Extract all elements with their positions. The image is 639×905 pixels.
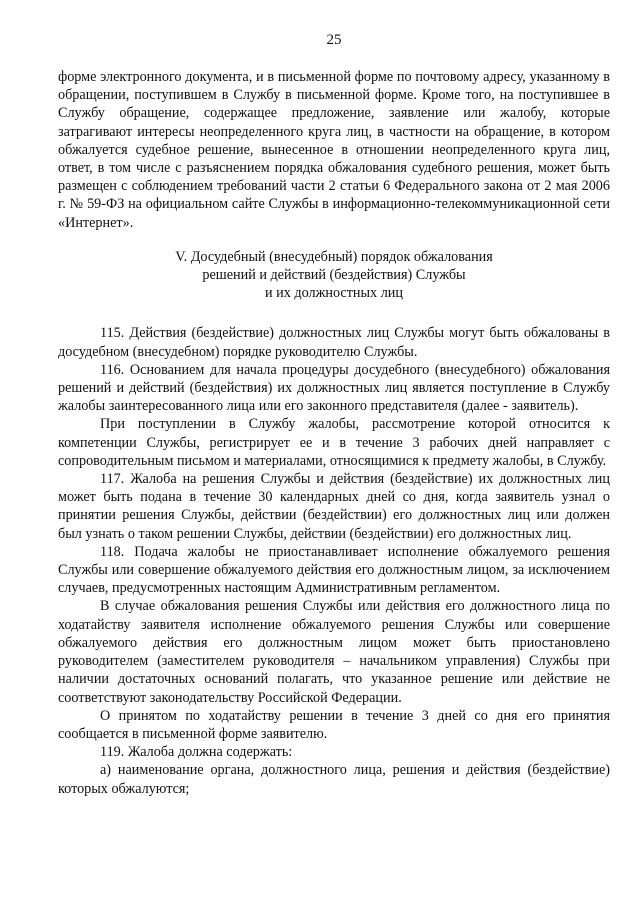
paragraph-115: 115. Действия (бездействие) должностных лиц Службы могут быть обжалованы в досудебном (внесудебном) порядке руководителю Службы. [58, 325, 610, 360]
paragraph-117: 117. Жалоба на решения Службы и действия (бездействие) их должностных лиц может быть подана в течение 30 календарных дней со дня, когда заявитель узнал о принятии решения Службы, действии (бездействии) его должностных лиц или должен был узнать о таком решении Службы, действии (бездействии) его должностных лиц. [58, 471, 610, 542]
section-heading [58, 248, 610, 303]
paragraph-suspension: В случае обжалования решения Службы или действия его должностного лица по ходатайству заявителя исполнение обжалуемого решения Службы или совершение обжалуемого действия его должностным лицом может быть приостановлено руководителем (заместителем руководителя – начальником управления) Службы при наличии достаточных оснований полагать, что указанное решение или действие не соответствуют законодательству Российской Федерации. [58, 598, 610, 706]
section-heading-line-2: решений и действий (бездействия) Службы [202, 267, 466, 284]
paragraph-118: 118. Подача жалобы не приостанавливает исполнение обжалуемого решения Службы или совершение обжалуемого действия его должностным лицом, за исключением случаев, предусмотренных настоящим Административным регламентом. [58, 543, 610, 597]
paragraph-119-a: а) наименование органа, должностного лица, решения и действия (бездействие) которых обжалуются; [58, 762, 610, 797]
paragraph-119: 119. Жалоба должна содержать: [100, 744, 293, 761]
document-page [58, 0, 610, 905]
page-number: 25 [326, 32, 342, 48]
paragraph-complaint-receipt: При поступлении в Службу жалобы, рассмотрение которой относится к компетенции Службы, регистрирует ее и в течение 3 рабочих дней направляет с сопроводительным письмом и материалами, относящимися к предмету жалобы, в Службу. [58, 416, 610, 469]
paragraph-decision-notice: О принятом по ходатайству решении в течение 3 дней со дня его принятия сообщается в письменной форме заявителю. [58, 707, 610, 742]
document-body [58, 68, 610, 798]
paragraph-116: 116. Основанием для начала процедуры досудебного (внесудебного) обжалования решений и действий (бездействия) их должностных лиц является поступление в Службу жалобы заинтересованного лица или его законного представителя (далее - заявитель). [58, 361, 610, 415]
paragraph-continuation: форме электронного документа, и в письменной форме по почтовому адресу, указанному в обращении, поступившем в Службу в письменной форме. Кроме того, на поступившее в Службу обращение, содержащее предложение, заявление или жалобу, которые затрагивают интересы неопределенного круга лиц, в частности на обращение, в котором обжалуется судебное решение, вынесенное в отношении неопределенного круга лиц, ответ, в том числе с разъяснением порядка обжалования судебного решения, может быть размещен с соблюдением требований части 2 статьи 6 Федерального закона от 2 мая 2006 г. № 59-ФЗ на официальном сайте Службы в информационно-телекоммуникационной сети «Интернет». [58, 69, 610, 231]
section-heading-line-1: V. Досудебный (внесудебный) порядок обжалования [175, 248, 493, 265]
section-heading-line-3: и их должностных лиц [265, 285, 403, 302]
